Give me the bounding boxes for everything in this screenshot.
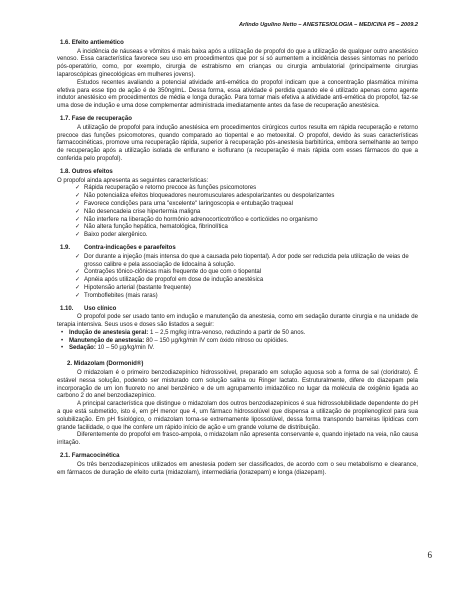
section-2-heading: 2. Midazolam (Dormonid®) bbox=[67, 361, 144, 368]
section-title: Contra-indicações e paraefeitos bbox=[84, 244, 176, 251]
section-number: 1.9. bbox=[60, 244, 71, 251]
section-1-8-intro: O propofol ainda apresenta as seguintes características: bbox=[57, 177, 209, 184]
list-item: ✓ Não desencadeia crise hipertermia maligna bbox=[75, 209, 418, 217]
list-item: ✓ Não altera função hepática, hematológica, fibrinolítica bbox=[75, 224, 418, 232]
list-item: ✓ Não interfere na liberação do hormônio adrenocorticotrófico e corticóides no organismo bbox=[75, 217, 418, 225]
section-2-1-heading: 2.1. Farmacocinética bbox=[60, 453, 120, 460]
list-item bbox=[61, 345, 418, 353]
dose-label: Manutenção de anestesia: bbox=[69, 337, 145, 344]
page-number: 6 bbox=[427, 550, 432, 560]
section-2-paragraph-2: A principal característica que distingue o midazolam dos outros benzodiazepínicos é sua hidrossolubilidade dependente do pH a que está submetido, isto é, em pH menor que 4, um fármaco hidrossolúvel que dispensa a utilização de propilenoglicol para sua solubilização. Em pH fisiológico, o midazolam torna-se extremamente lipossolúvel, dessa forma transpondo barreiras lipídicas com grande facilidade, o que lhe confere um rápido início de ação e um grande volume de distribuição. bbox=[57, 401, 418, 431]
section-2-1-paragraph: Os três benzodiazepínicos utilizados em anestesia podem ser classificados, de acordo com o seu metabolismo e clearance, em fármacos de duração de efeito curta (midazolam), intermediária (lorazepam) e longa (diazepam). bbox=[57, 461, 418, 476]
dose-text: 80 – 150 µg/kg/min IV com óxido nitroso ou opióides. bbox=[144, 337, 289, 344]
section-1-6-paragraph-2: Estudos recentes avaliando a potencial atividade anti-emética do propofol indicam que a concentração plasmática mínima efetiva para esse tipo de ação é de 350ng/mL. Dessa forma, essa atividade é perdida quando ele é utilizado apenas como agente indutor anestésico em procedimentos de média e longa duração. Para tornar mais efetiva a atividade anti-emética do propofol, faz-se uma dose de indução e uma dose complementar administrada imediatamente antes da fase de recuperação anestésica. bbox=[57, 79, 418, 110]
dose-text: 10 – 50 µg/kg/min IV. bbox=[95, 345, 155, 352]
list-item: ✓ Dor durante a injeção (mais intensa do que a causada pelo tiopental). A dor pode ser reduzida pela utilização de veias de grosso calibre e pela associação de lidocaína à solução. bbox=[75, 254, 418, 270]
section-title: Uso clínico bbox=[84, 305, 117, 312]
section-1-9-heading bbox=[60, 245, 418, 253]
section-2-paragraph-1: O midazolam é o primeiro benzodiazepínico hidrossolúvel, preparado em solução aquosa sob a forma de sal (cloridrato). É estável nessa solução, podendo ser misturado com solução salina ou Ringer lactato. Estruturalmente, difere do diazepam pela incorporação de um íon fluoreto no anel benzênico e de um agrupamento imidazólico no lugar da molécula de oxigênio ligada ao carbono 2 do anel benzodiazepínico. bbox=[57, 370, 418, 400]
list-item: ✓ Tromboflebites (mais raras) bbox=[75, 293, 418, 301]
list-item: ✓ Baixo poder alergênico. bbox=[75, 232, 418, 240]
list-item: ✓ Não potencializa efeitos bloqueadores neuromusculares adespolarizantes ou despolarizantes bbox=[75, 193, 418, 201]
dose-text: 1 – 2,5 mg/kg intra-venoso, reduzindo a partir de 50 anos. bbox=[148, 329, 306, 336]
section-1-9-list bbox=[57, 254, 418, 301]
list-item: ✓ Hipotensão arterial (bastante frequente) bbox=[75, 285, 418, 293]
section-1-7-paragraph: A utilização de propofol para indução anestésica em procedimentos cirúrgicos curtos resulta em rápida recuperação e retorno precoce das funções psicomotores, quando comparado ao tiopental e ao metoexital. O propofol, devido às suas características farmacocinéticas, promove uma recuperação rápida, superior à recuperação pós-anestesia barbitúrica, embora semelhante ao tempo de recuperação após a utilização isolada de enflurano e isoflurano (a recuperação é mais rápida com esses fármacos do que a conferida pelo propofol). bbox=[57, 124, 418, 162]
dose-list bbox=[57, 330, 418, 353]
list-item bbox=[61, 338, 418, 346]
section-1-8-list bbox=[57, 185, 418, 240]
list-item bbox=[61, 330, 418, 338]
section-1-7-heading: 1.7. Fase de recuperação bbox=[60, 115, 132, 122]
section-1-10-paragraph: O propofol pode ser usado tanto em indução e manutenção da anestesia, como em sedação durante cirurgia e na unidade de terapia intensiva. Seus usos e doses são listados a seguir: bbox=[57, 314, 418, 329]
dose-label: Sedação: bbox=[69, 345, 96, 352]
list-item: ✓ Rápida recuperação e retorno precoce às funções psicomotores bbox=[75, 185, 418, 193]
list-item: ✓ Apnéia após utilização de propofol em dose de indução anestésica bbox=[75, 277, 418, 285]
list-item: ✓ Favorece condições para uma "excelente" laringoscopia e entubação traqueal bbox=[75, 201, 418, 209]
running-header: Arlindo Ugulino Netto – ANESTESIOLOGIA – MEDICINA P5 – 2009.2 bbox=[238, 22, 418, 28]
section-number: 1.10. bbox=[60, 305, 74, 312]
section-1-10-heading bbox=[60, 306, 418, 314]
section-1-8-heading: 1.8. Outros efeitos bbox=[60, 168, 113, 175]
section-1-6-paragraph-1: A incidência de náuseas e vômitos é mais baixa após a utilização de propofol do que a utilização de qualquer outro anestésico venoso. Essa característica favorece seu uso em procedimentos que por si só aumentem a incidência desses sintomas no período pós-operatório, como, por exemplo, cirurgia de estrabismo em crianças ou cirurgia ambulatorial (principalmente cirurgias laparoscópicas ginecológicas em mulheres jovens). bbox=[57, 48, 418, 78]
section-1-6-heading: 1.6. Efeito antiemético bbox=[60, 39, 124, 46]
section-2-paragraph-3: Diferentemente do propofol em frasco-ampola, o midazolam não apresenta conservante e, quando injetado na veia, não causa irritação. bbox=[57, 432, 418, 447]
dose-label: Indução de anestesia geral: bbox=[69, 329, 149, 336]
list-item: ✓ Contrações tônico-clônicas mais frequente do que com o tiopental bbox=[75, 269, 418, 277]
